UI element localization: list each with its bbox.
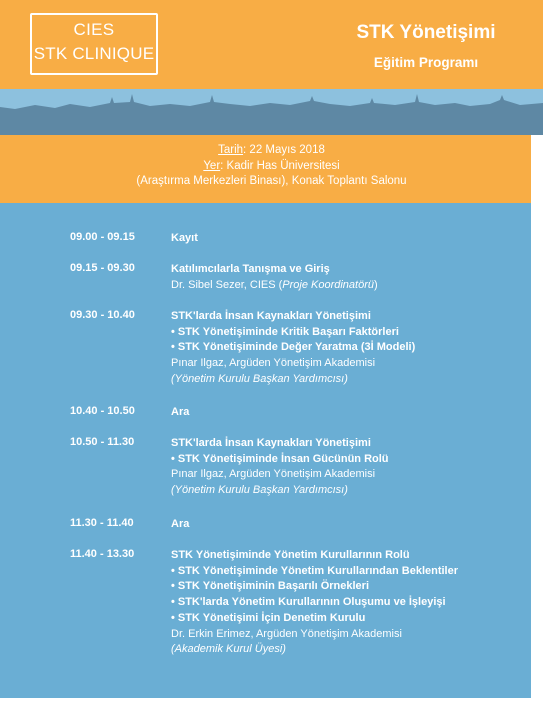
session-role: (Akademik Kurul Üyesi) bbox=[171, 643, 286, 656]
place-value: : Kadir Has Üniversitesi bbox=[220, 159, 340, 172]
event-info bbox=[0, 135, 543, 203]
session-title: Ara bbox=[171, 406, 190, 418]
session-bullet: • STK Yönetişiminde Değer Yaratma (3İ Modeli) bbox=[171, 341, 416, 354]
session-title: Katılımcılarla Tanışma ve Giriş bbox=[171, 263, 330, 275]
date-value: : 22 Mayıs 2018 bbox=[243, 144, 325, 156]
event-date bbox=[0, 143, 543, 159]
program-title: STK Yönetişimi bbox=[356, 22, 496, 43]
event-place-detail: (Araştırma Merkezleri Binası), Konak Toplantı Salonu bbox=[136, 175, 407, 187]
program-subtitle: Eğitim Programı bbox=[373, 55, 479, 70]
place-label: Yer bbox=[203, 159, 221, 172]
event-place bbox=[0, 159, 543, 175]
cies-logo bbox=[30, 13, 158, 75]
session-speaker: Dr. Erkin Erimez, Argüden Yönetişim Akademisi bbox=[171, 627, 402, 640]
session-time: 11.40 - 13.30 bbox=[70, 548, 135, 560]
schedule-panel bbox=[0, 203, 531, 698]
session-title: STK'larda İnsan Kaynakları Yönetişimi bbox=[171, 310, 371, 322]
session-role: (Yönetim Kurulu Başkan Yardımcısı) bbox=[171, 372, 348, 385]
session-title: STK Yönetişiminde Yönetim Kurullarının Rolü bbox=[171, 549, 410, 561]
session-time: 10.50 - 11.30 bbox=[70, 436, 135, 448]
session-bullet: • STK Yönetişiminde İnsan Gücünün Rolü bbox=[171, 452, 389, 465]
session-bullet: • STK Yönetişiminde Yönetim Kurullarından Beklentiler bbox=[171, 564, 459, 577]
session-role: Proje Koordinatörü bbox=[282, 278, 374, 291]
session-title: Ara bbox=[171, 518, 190, 530]
logo-line-1: CIES bbox=[73, 20, 115, 39]
session-title: Kayıt bbox=[171, 232, 198, 244]
session-title: STK'larda İnsan Kaynakları Yönetişimi bbox=[171, 437, 371, 449]
session-time: 11.30 - 11.40 bbox=[70, 517, 134, 529]
city-skyline-illustration bbox=[0, 89, 543, 135]
session-bullet: • STK Yönetişimi İçin Denetim Kurulu bbox=[171, 611, 366, 624]
session-time: 09.30 - 10.40 bbox=[70, 309, 135, 321]
date-label: Tarih bbox=[218, 144, 244, 156]
session-role: (Yönetim Kurulu Başkan Yardımcısı) bbox=[171, 484, 348, 497]
session-speaker: Pınar Ilgaz, Argüden Yönetişim Akademisi bbox=[171, 357, 376, 370]
header-banner bbox=[0, 0, 543, 94]
session-time: 09.15 - 09.30 bbox=[70, 262, 135, 274]
page-right-margin bbox=[531, 135, 543, 701]
session-bullet: • STK Yönetişiminde Kritik Başarı Faktörleri bbox=[171, 325, 399, 338]
logo-line-2: STK CLINIQUE bbox=[33, 44, 155, 63]
session-bullet: • STK Yönetişiminin Başarılı Örnekleri bbox=[171, 580, 369, 593]
session-bullet: • STK'larda Yönetim Kurullarının Oluşumu ve İşleyişi bbox=[171, 596, 446, 609]
session-time: 09.00 - 09.15 bbox=[70, 231, 135, 243]
session-speaker: Pınar Ilgaz, Argüden Yönetişim Akademisi bbox=[171, 468, 376, 481]
session-time: 10.40 - 10.50 bbox=[70, 405, 135, 417]
session-speaker: Dr. Sibel Sezer, CIES (Proje Koordinatörü) bbox=[171, 278, 378, 291]
